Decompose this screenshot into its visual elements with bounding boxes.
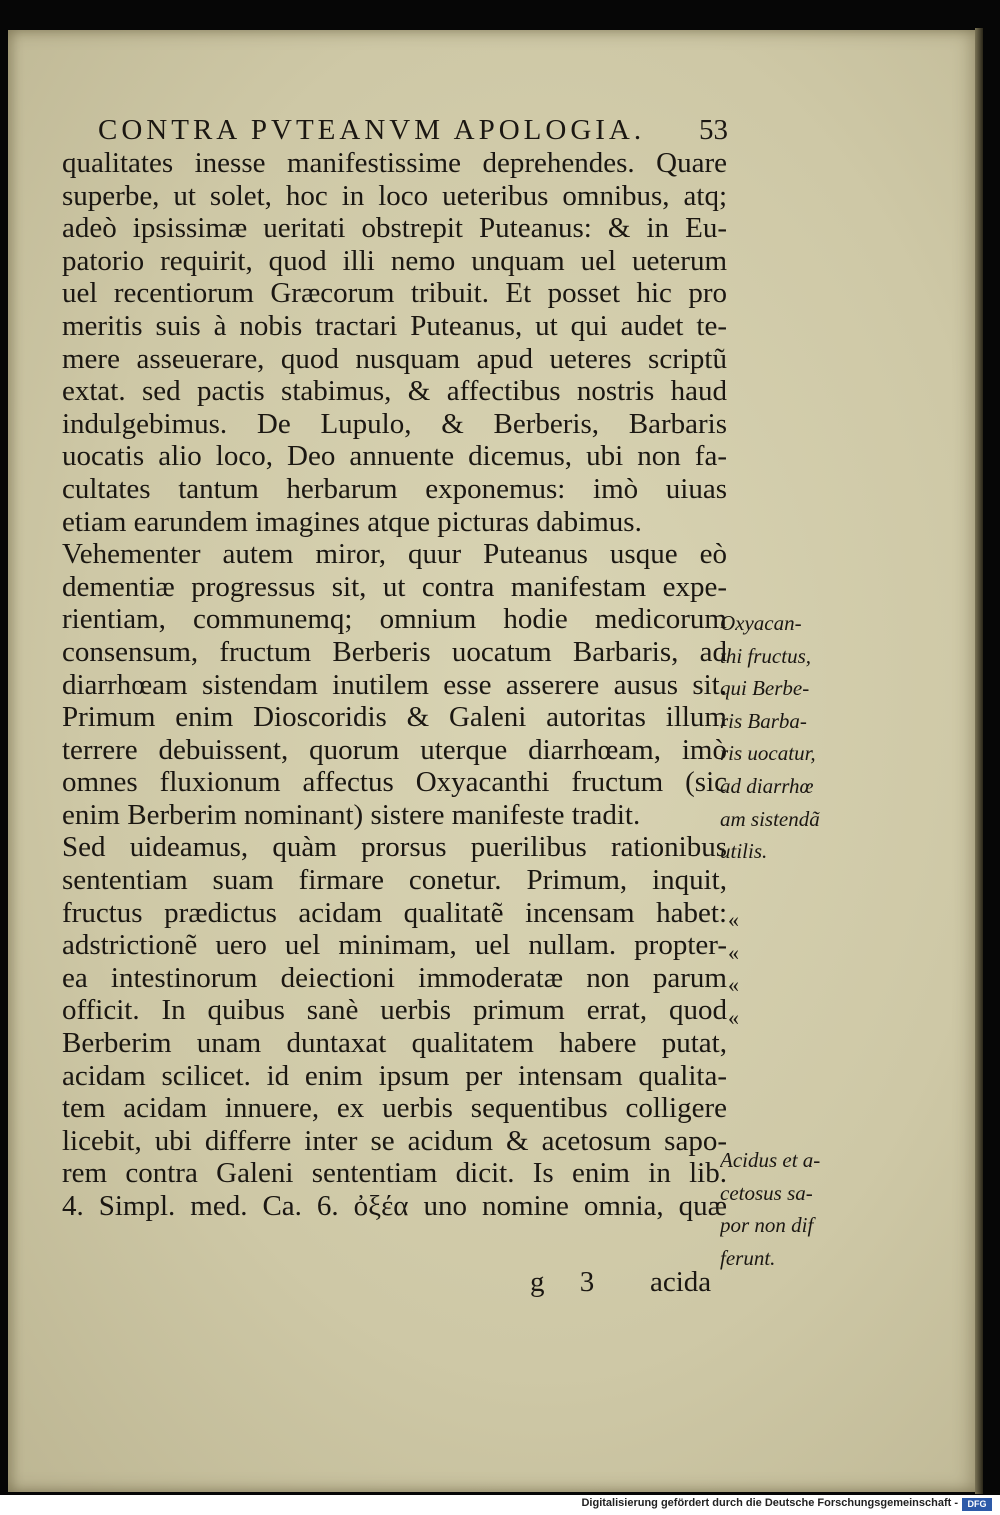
text-line: uel recentiorum Græcorum tribuit. Et posset hic pro xyxy=(62,277,727,310)
text-line: ea intestinorum deiectioni immoderatæ non parum xyxy=(62,961,727,994)
credit-bar xyxy=(0,1495,1000,1515)
margin-note-line: cetosus sa- xyxy=(720,1180,813,1205)
quote-mark: « xyxy=(728,1004,739,1030)
text-line: adstrictionẽ uero uel minimam, uel nullam. propter- xyxy=(62,929,727,962)
text-line: dementiæ progressus sit, ut contra manifestam expe- xyxy=(62,570,727,603)
text-line: terrere debuissent, quorum uterque diarrhœam, imò xyxy=(62,733,727,766)
margin-note-line: ad diarrhœ xyxy=(720,773,814,798)
text-line: licebit, ubi differre inter se acidum & acetosum sapo- xyxy=(62,1124,727,1157)
margin-note-line: ris uocatur, xyxy=(720,741,816,766)
text-line: superbe, ut solet, hoc in loco ueteribus omnibus, atq; xyxy=(62,179,727,212)
text-line: qualitates inesse manifestissime deprehendes. Quare xyxy=(62,147,727,179)
margin-note xyxy=(720,1144,850,1274)
text-line: meritis suis à nobis tractari Puteanus, ut qui audet te- xyxy=(62,309,727,342)
text-line: patorio requirit, quod illi nemo unquam uel ueterum xyxy=(62,244,727,277)
text-line: Primum enim Dioscoridis & Galeni autoritas illum xyxy=(62,701,727,734)
text-line: extat. sed pactis stabimus, & affectibus nostris haud xyxy=(62,375,727,408)
margin-note-line: thi fructus, xyxy=(720,643,812,668)
margin-note-line: qui Berbe- xyxy=(720,676,810,701)
margin-note-line: Oxyacan- xyxy=(720,611,802,635)
text-line: tem acidam innuere, ex uerbis sequentibus colligere xyxy=(62,1092,727,1125)
quote-mark: « xyxy=(728,907,739,932)
text-line: cultates tantum herbarum exponemus: imò uiuas xyxy=(62,472,727,505)
margin-note-line: am sistendã xyxy=(720,806,820,831)
text-line: etiam earundem imagines atque picturas dabimus. xyxy=(62,505,642,538)
text-line: consensum, fructum Berberis uocatum Barbaris, ad xyxy=(62,635,727,668)
text-line: enim Berberim nominant) sistere manifeste tradit. xyxy=(62,798,641,831)
quote-mark: « xyxy=(728,972,739,998)
credit-text: Digitalisierung gefördert durch die Deutsche Forschungsgemeinschaft - xyxy=(581,1497,958,1509)
dfg-logo: DFG xyxy=(962,1498,992,1511)
text-line: officit. In quibus sanè uerbis primum errat, quod xyxy=(62,994,727,1027)
text-line: Sed uideamus, quàm prorsus puerilibus rationibus xyxy=(62,831,727,864)
text-line: diarrhœam sistendam inutilem esse asserere ausus sit. xyxy=(62,668,727,701)
text-line: mere asseuerare, quod nusquam apud ueteres scriptũ xyxy=(62,342,727,375)
signature-mark: g 3 xyxy=(530,1266,609,1298)
text-line: Berberim unam duntaxat qualitatem habere putat, xyxy=(62,1027,727,1060)
text-line: sententiam suam firmare conetur. Primum, inquit, xyxy=(62,864,727,897)
margin-note xyxy=(720,607,850,868)
quote-mark: « xyxy=(728,939,739,965)
text-line: acidam scilicet. id enim ipsum per intensam qualita- xyxy=(62,1059,727,1092)
margin-note-line: por non dif xyxy=(720,1213,814,1238)
text-line: adeò ipsissimæ ueritati obstrepit Puteanus: & in Eu- xyxy=(62,212,727,245)
text-line: Vehementer autem miror, quur Puteanus usque eò xyxy=(62,538,727,571)
catchword: acida xyxy=(650,1266,712,1298)
text-line: rem contra Galeni sententiam dicit. Is enim in lib. xyxy=(62,1157,727,1190)
quote-marks xyxy=(728,904,758,1034)
book-page xyxy=(8,30,982,1492)
body-text xyxy=(62,147,727,1223)
margin-note-line: ferunt. xyxy=(720,1245,776,1270)
margin-note-line: ris Barba- xyxy=(720,708,807,733)
margin-note-line: utilis. xyxy=(720,839,768,864)
text-line: rientiam, communemq; omnium hodie medicorum xyxy=(62,603,727,636)
text-line: fructus prædictus acidam qualitatẽ incensam habet: xyxy=(62,896,727,929)
margin-note-line: Acidus et a- xyxy=(720,1148,821,1172)
text-line: omnes fluxionum affectus Oxyacanthi fructum (sic xyxy=(62,766,727,799)
text-line: uocatis alio loco, Deo annuente dicemus, ubi non fa- xyxy=(62,440,727,473)
running-head-title: CONTRA PVTEANVM APOLOGIA. xyxy=(98,114,646,146)
text-line: indulgebimus. De Lupulo, & Berberis, Barbaris xyxy=(62,407,727,440)
text-line: 4. Simpl. med. Ca. 6. ὀξέα uno nomine omnia, quæ xyxy=(62,1190,727,1222)
page-number: 53 xyxy=(699,114,728,146)
page-edge xyxy=(975,28,983,1494)
